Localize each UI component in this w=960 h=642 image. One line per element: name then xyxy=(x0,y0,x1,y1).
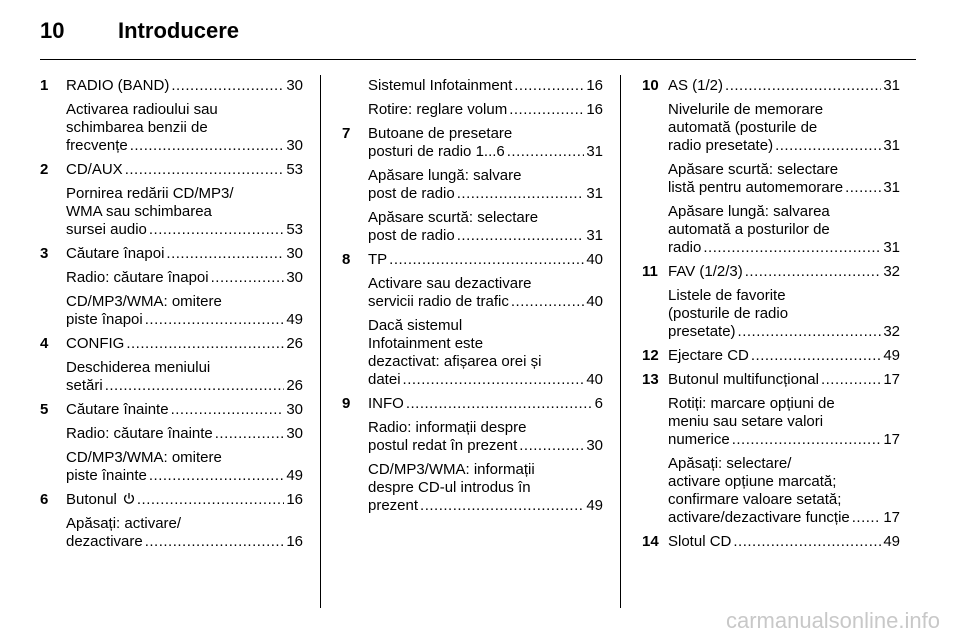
dot-leader xyxy=(751,347,881,365)
entry-line: (posturile de radio xyxy=(668,305,789,322)
entry-text: Căutare înainte xyxy=(66,401,169,418)
entry-reference xyxy=(368,395,603,413)
entry-text: Căutare înapoi xyxy=(66,245,165,262)
index-column-1 xyxy=(40,77,303,557)
entry-line: activare opțiune marcată; xyxy=(668,473,837,490)
entry-paragraph xyxy=(66,359,303,395)
index-column-3 xyxy=(642,77,900,557)
page-reference: 16 xyxy=(586,101,603,118)
page-reference: 31 xyxy=(586,185,603,202)
entry-paragraph xyxy=(66,335,303,353)
page-reference: 49 xyxy=(586,497,603,514)
page-reference: 16 xyxy=(586,77,603,94)
index-entry xyxy=(342,125,603,245)
index-entry xyxy=(642,77,900,257)
entry-paragraph xyxy=(368,167,603,203)
entry-text: listă pentru automemorare xyxy=(668,179,844,196)
entry-line: Apăsare scurtă: selectare xyxy=(668,161,839,178)
page-reference: 31 xyxy=(883,239,900,256)
entry-reference xyxy=(66,245,303,263)
entry-line: CD/MP3/WMA: omitere xyxy=(66,293,222,310)
entry-number: 1 xyxy=(40,77,49,94)
entry-line: Rotiți: marcare opțiuni de xyxy=(668,395,835,412)
entry-text: Sistemul Infotainment xyxy=(368,77,513,94)
power-icon xyxy=(117,491,135,509)
dot-leader xyxy=(166,245,284,263)
dot-leader xyxy=(732,431,882,449)
watermark: carmanualsonline.info xyxy=(725,608,940,633)
page-reference: 49 xyxy=(286,311,303,328)
entry-number: 3 xyxy=(40,245,49,262)
index-entry xyxy=(40,335,303,395)
entry-line: Pornirea redării CD/MP3/ xyxy=(66,185,234,202)
entry-reference xyxy=(668,77,900,95)
dot-leader xyxy=(703,239,881,257)
entry-text: servicii radio de trafic xyxy=(368,293,509,310)
page-reference: 30 xyxy=(286,137,303,154)
entry-body xyxy=(368,125,603,245)
page-reference: 26 xyxy=(286,377,303,394)
dot-leader xyxy=(145,533,285,551)
entry-paragraph xyxy=(368,101,603,119)
dot-leader xyxy=(145,311,285,329)
entry-line: despre CD-ul introdus în xyxy=(368,479,531,496)
entry-paragraph xyxy=(668,101,900,155)
dot-leader xyxy=(821,371,881,389)
entry-paragraph xyxy=(668,455,900,527)
page-reference: 30 xyxy=(586,437,603,454)
entry-reference xyxy=(368,77,603,95)
entry-line: Activarea radioului sau xyxy=(66,101,218,118)
entry-reference xyxy=(66,137,303,155)
entry-reference xyxy=(66,221,303,239)
dot-leader xyxy=(519,437,584,455)
entry-body xyxy=(66,161,303,239)
dot-leader xyxy=(852,509,882,527)
page-reference: 53 xyxy=(286,161,303,178)
entry-number: 9 xyxy=(342,395,351,412)
page-reference: 31 xyxy=(883,77,900,94)
entry-line: Apăsare lungă: salvarea xyxy=(668,203,830,220)
entry-reference xyxy=(368,371,603,389)
dot-leader xyxy=(745,263,882,281)
dot-leader xyxy=(149,467,284,485)
index-entry xyxy=(40,77,303,155)
entry-line: Apăsați: selectare/ xyxy=(668,455,792,472)
entry-paragraph xyxy=(66,491,303,509)
entry-paragraph xyxy=(66,401,303,419)
entry-text: Rotire: reglare volum xyxy=(368,101,508,118)
entry-reference xyxy=(66,401,303,419)
entry-number: 6 xyxy=(40,491,49,508)
entry-reference xyxy=(668,533,900,551)
entry-number xyxy=(342,77,368,119)
dot-leader xyxy=(171,401,285,419)
dot-leader xyxy=(130,137,285,155)
page-reference: 30 xyxy=(286,77,303,94)
page-reference: 30 xyxy=(286,245,303,262)
entry-body xyxy=(66,245,303,329)
entry-text: post de radio xyxy=(368,185,455,202)
entry-reference xyxy=(668,137,900,155)
entry-line: Activare sau dezactivare xyxy=(368,275,532,292)
dot-leader xyxy=(215,425,285,443)
page-reference: 32 xyxy=(883,263,900,280)
entry-line: Dacă sistemul xyxy=(368,317,463,334)
entry-reference xyxy=(368,497,603,515)
entry-paragraph xyxy=(66,161,303,179)
entry-paragraph xyxy=(368,317,603,389)
entry-text: postul redat în prezent xyxy=(368,437,518,454)
entry-reference xyxy=(668,431,900,449)
entry-line: CD/MP3/WMA: omitere xyxy=(66,449,222,466)
entry-body xyxy=(368,251,603,389)
entry-reference xyxy=(66,425,303,443)
entry-reference xyxy=(368,437,603,455)
column-divider xyxy=(320,75,321,608)
dot-leader xyxy=(406,395,593,413)
entry-paragraph xyxy=(368,419,603,455)
entry-body xyxy=(668,371,900,527)
entry-number: 12 xyxy=(642,347,659,364)
header-rule xyxy=(40,59,916,60)
page-reference: 32 xyxy=(883,323,900,340)
entry-number: 5 xyxy=(40,401,49,418)
entry-body xyxy=(66,335,303,395)
entry-paragraph xyxy=(66,425,303,443)
entry-line: automată (posturile de xyxy=(668,119,818,136)
index-entry xyxy=(40,401,303,485)
dot-leader xyxy=(125,161,285,179)
entry-text: piste înainte xyxy=(66,467,147,484)
entry-text: radio presetate) xyxy=(668,137,774,154)
entry-line: Apăsare lungă: salvare xyxy=(368,167,522,184)
entry-reference xyxy=(66,335,303,353)
entry-body xyxy=(368,395,603,515)
entry-text: Slotul CD xyxy=(668,533,732,550)
entry-text: setări xyxy=(66,377,103,394)
entry-text: frecvențe xyxy=(66,137,128,154)
entry-paragraph xyxy=(66,77,303,95)
page-reference: 49 xyxy=(883,347,900,364)
entry-text: radio xyxy=(668,239,702,256)
entry-reference xyxy=(668,263,900,281)
entry-reference xyxy=(66,77,303,95)
entry-paragraph xyxy=(66,101,303,155)
entry-text: AS (1/2) xyxy=(668,77,724,94)
index-column-2 xyxy=(342,77,603,521)
page-reference: 49 xyxy=(286,467,303,484)
entry-paragraph xyxy=(66,245,303,263)
entry-text: TP xyxy=(368,251,388,268)
dot-leader xyxy=(211,269,285,287)
page-reference: 31 xyxy=(586,143,603,160)
entry-paragraph xyxy=(368,251,603,269)
entry-paragraph xyxy=(668,347,900,365)
dot-leader xyxy=(420,497,584,515)
page-reference: 30 xyxy=(286,269,303,286)
dot-leader xyxy=(507,143,585,161)
dot-leader xyxy=(126,335,284,353)
entry-reference xyxy=(368,101,603,119)
entry-number: 4 xyxy=(40,335,49,352)
entry-body xyxy=(66,77,303,155)
entry-text: Butonul xyxy=(66,491,117,508)
entry-reference xyxy=(368,227,603,245)
entry-line: Butoane de presetare xyxy=(368,125,513,142)
index-entry xyxy=(40,245,303,329)
entry-line: Nivelurile de memorare xyxy=(668,101,824,118)
entry-text: Radio: căutare înainte xyxy=(66,425,213,442)
dot-leader xyxy=(105,377,285,395)
entry-number: 11 xyxy=(642,263,658,280)
index-entry xyxy=(342,251,603,389)
dot-leader xyxy=(511,293,584,311)
entry-text: dezactivare xyxy=(66,533,143,550)
page-reference: 31 xyxy=(883,137,900,154)
entry-paragraph xyxy=(368,77,603,95)
entry-body xyxy=(368,77,603,119)
entry-paragraph xyxy=(368,395,603,413)
entry-reference xyxy=(368,185,603,203)
entry-reference xyxy=(66,269,303,287)
dot-leader xyxy=(457,227,585,245)
entry-line: schimbarea benzii de xyxy=(66,119,208,136)
page-reference: 40 xyxy=(586,371,603,388)
page-title: Introducere xyxy=(118,18,240,43)
index-entry xyxy=(642,533,900,551)
dot-leader xyxy=(738,323,882,341)
entry-number: 13 xyxy=(642,371,659,388)
entry-paragraph xyxy=(668,263,900,281)
entry-text: CONFIG xyxy=(66,335,125,352)
entry-paragraph xyxy=(368,461,603,515)
entry-reference xyxy=(368,143,603,161)
entry-reference xyxy=(66,161,303,179)
entry-paragraph xyxy=(368,275,603,311)
entry-body xyxy=(66,491,303,551)
entry-reference xyxy=(668,323,900,341)
page-number: 10 xyxy=(40,18,65,43)
entry-text: sursei audio xyxy=(66,221,147,238)
dot-leader xyxy=(845,179,881,197)
page-reference: 26 xyxy=(286,335,303,352)
entry-number: 10 xyxy=(642,77,659,94)
entry-number: 14 xyxy=(642,533,659,550)
index-entry xyxy=(342,395,603,515)
entry-reference xyxy=(66,491,303,509)
dot-leader xyxy=(403,371,585,389)
entry-paragraph xyxy=(66,515,303,551)
index-entry xyxy=(642,347,900,365)
page-reference: 17 xyxy=(883,431,900,448)
dot-leader xyxy=(733,533,881,551)
entry-text: numerice xyxy=(668,431,730,448)
page-reference: 16 xyxy=(286,491,303,508)
dot-leader xyxy=(171,77,284,95)
entry-text: presetate) xyxy=(668,323,736,340)
entry-text: INFO xyxy=(368,395,404,412)
page-reference: 16 xyxy=(286,533,303,550)
entry-body xyxy=(668,533,900,551)
entry-paragraph xyxy=(368,125,603,161)
dot-leader xyxy=(514,77,584,95)
entry-line: Apăsați: activare/ xyxy=(66,515,182,532)
entry-paragraph xyxy=(668,287,900,341)
entry-line: meniu sau setare valori xyxy=(668,413,824,430)
entry-paragraph xyxy=(66,269,303,287)
dot-leader xyxy=(725,77,881,95)
dot-leader xyxy=(457,185,585,203)
entry-text: Ejectare CD xyxy=(668,347,749,364)
index-entry xyxy=(342,77,603,119)
entry-text: piste înapoi xyxy=(66,311,143,328)
page-reference: 40 xyxy=(586,251,603,268)
entry-reference xyxy=(368,251,603,269)
page-reference: 30 xyxy=(286,425,303,442)
page-reference: 53 xyxy=(286,221,303,238)
entry-reference xyxy=(66,311,303,329)
entry-number: 2 xyxy=(40,161,49,178)
column-divider xyxy=(620,75,621,608)
entry-text: CD/AUX xyxy=(66,161,123,178)
entry-paragraph xyxy=(668,77,900,95)
entry-paragraph xyxy=(66,293,303,329)
entry-line: automată a posturilor de xyxy=(668,221,830,238)
entry-text: post de radio xyxy=(368,227,455,244)
entry-line: Radio: informații despre xyxy=(368,419,527,436)
index-entry xyxy=(40,491,303,551)
index-entry xyxy=(40,161,303,239)
entry-body xyxy=(66,401,303,485)
entry-body xyxy=(668,347,900,365)
entry-text: FAV (1/2/3) xyxy=(668,263,743,280)
entry-reference xyxy=(66,377,303,395)
entry-paragraph xyxy=(368,209,603,245)
dot-leader xyxy=(389,251,584,269)
entry-paragraph xyxy=(668,161,900,197)
dot-leader xyxy=(149,221,284,239)
entry-body xyxy=(668,77,900,257)
entry-reference xyxy=(66,533,303,551)
entry-paragraph xyxy=(668,533,900,551)
entry-body xyxy=(668,263,900,341)
entry-reference xyxy=(668,239,900,257)
entry-text: activare/dezactivare funcție xyxy=(668,509,850,526)
entry-line: Apăsare scurtă: selectare xyxy=(368,209,539,226)
dot-leader xyxy=(775,137,881,155)
entry-reference xyxy=(66,467,303,485)
page-reference: 6 xyxy=(594,395,603,412)
entry-line: WMA sau schimbarea xyxy=(66,203,212,220)
page-reference: 31 xyxy=(586,227,603,244)
entry-text: RADIO (BAND) xyxy=(66,77,170,94)
entry-paragraph xyxy=(668,395,900,449)
entry-line: confirmare valoare setată; xyxy=(668,491,842,508)
entry-line: Deschiderea meniului xyxy=(66,359,211,376)
entry-text: Radio: căutare înapoi xyxy=(66,269,209,286)
entry-reference xyxy=(668,347,900,365)
entry-text: posturi de radio 1...6 xyxy=(368,143,505,160)
entry-number: 8 xyxy=(342,251,351,268)
entry-line: Listele de favorite xyxy=(668,287,786,304)
entry-reference xyxy=(668,371,900,389)
index-entry xyxy=(642,263,900,341)
entry-paragraph xyxy=(668,371,900,389)
entry-reference xyxy=(668,509,900,527)
entry-text: datei xyxy=(368,371,401,388)
entry-line: CD/MP3/WMA: informații xyxy=(368,461,535,478)
page-reference: 49 xyxy=(883,533,900,550)
page-reference: 30 xyxy=(286,401,303,418)
entry-text: Butonul multifuncțional xyxy=(668,371,819,388)
entry-reference xyxy=(668,179,900,197)
page-reference: 17 xyxy=(883,509,900,526)
page-reference: 31 xyxy=(883,179,900,196)
entry-reference xyxy=(368,293,603,311)
index-entry xyxy=(642,371,900,527)
entry-paragraph xyxy=(66,185,303,239)
dot-leader xyxy=(137,491,284,509)
entry-text: prezent xyxy=(368,497,419,514)
entry-paragraph xyxy=(668,203,900,257)
entry-line: Infotainment este xyxy=(368,335,484,352)
entry-number: 7 xyxy=(342,125,351,142)
entry-line: dezactivat: afișarea orei și xyxy=(368,353,542,370)
entry-paragraph xyxy=(66,449,303,485)
page-reference: 17 xyxy=(883,371,900,388)
page-reference: 40 xyxy=(586,293,603,310)
dot-leader xyxy=(509,101,584,119)
